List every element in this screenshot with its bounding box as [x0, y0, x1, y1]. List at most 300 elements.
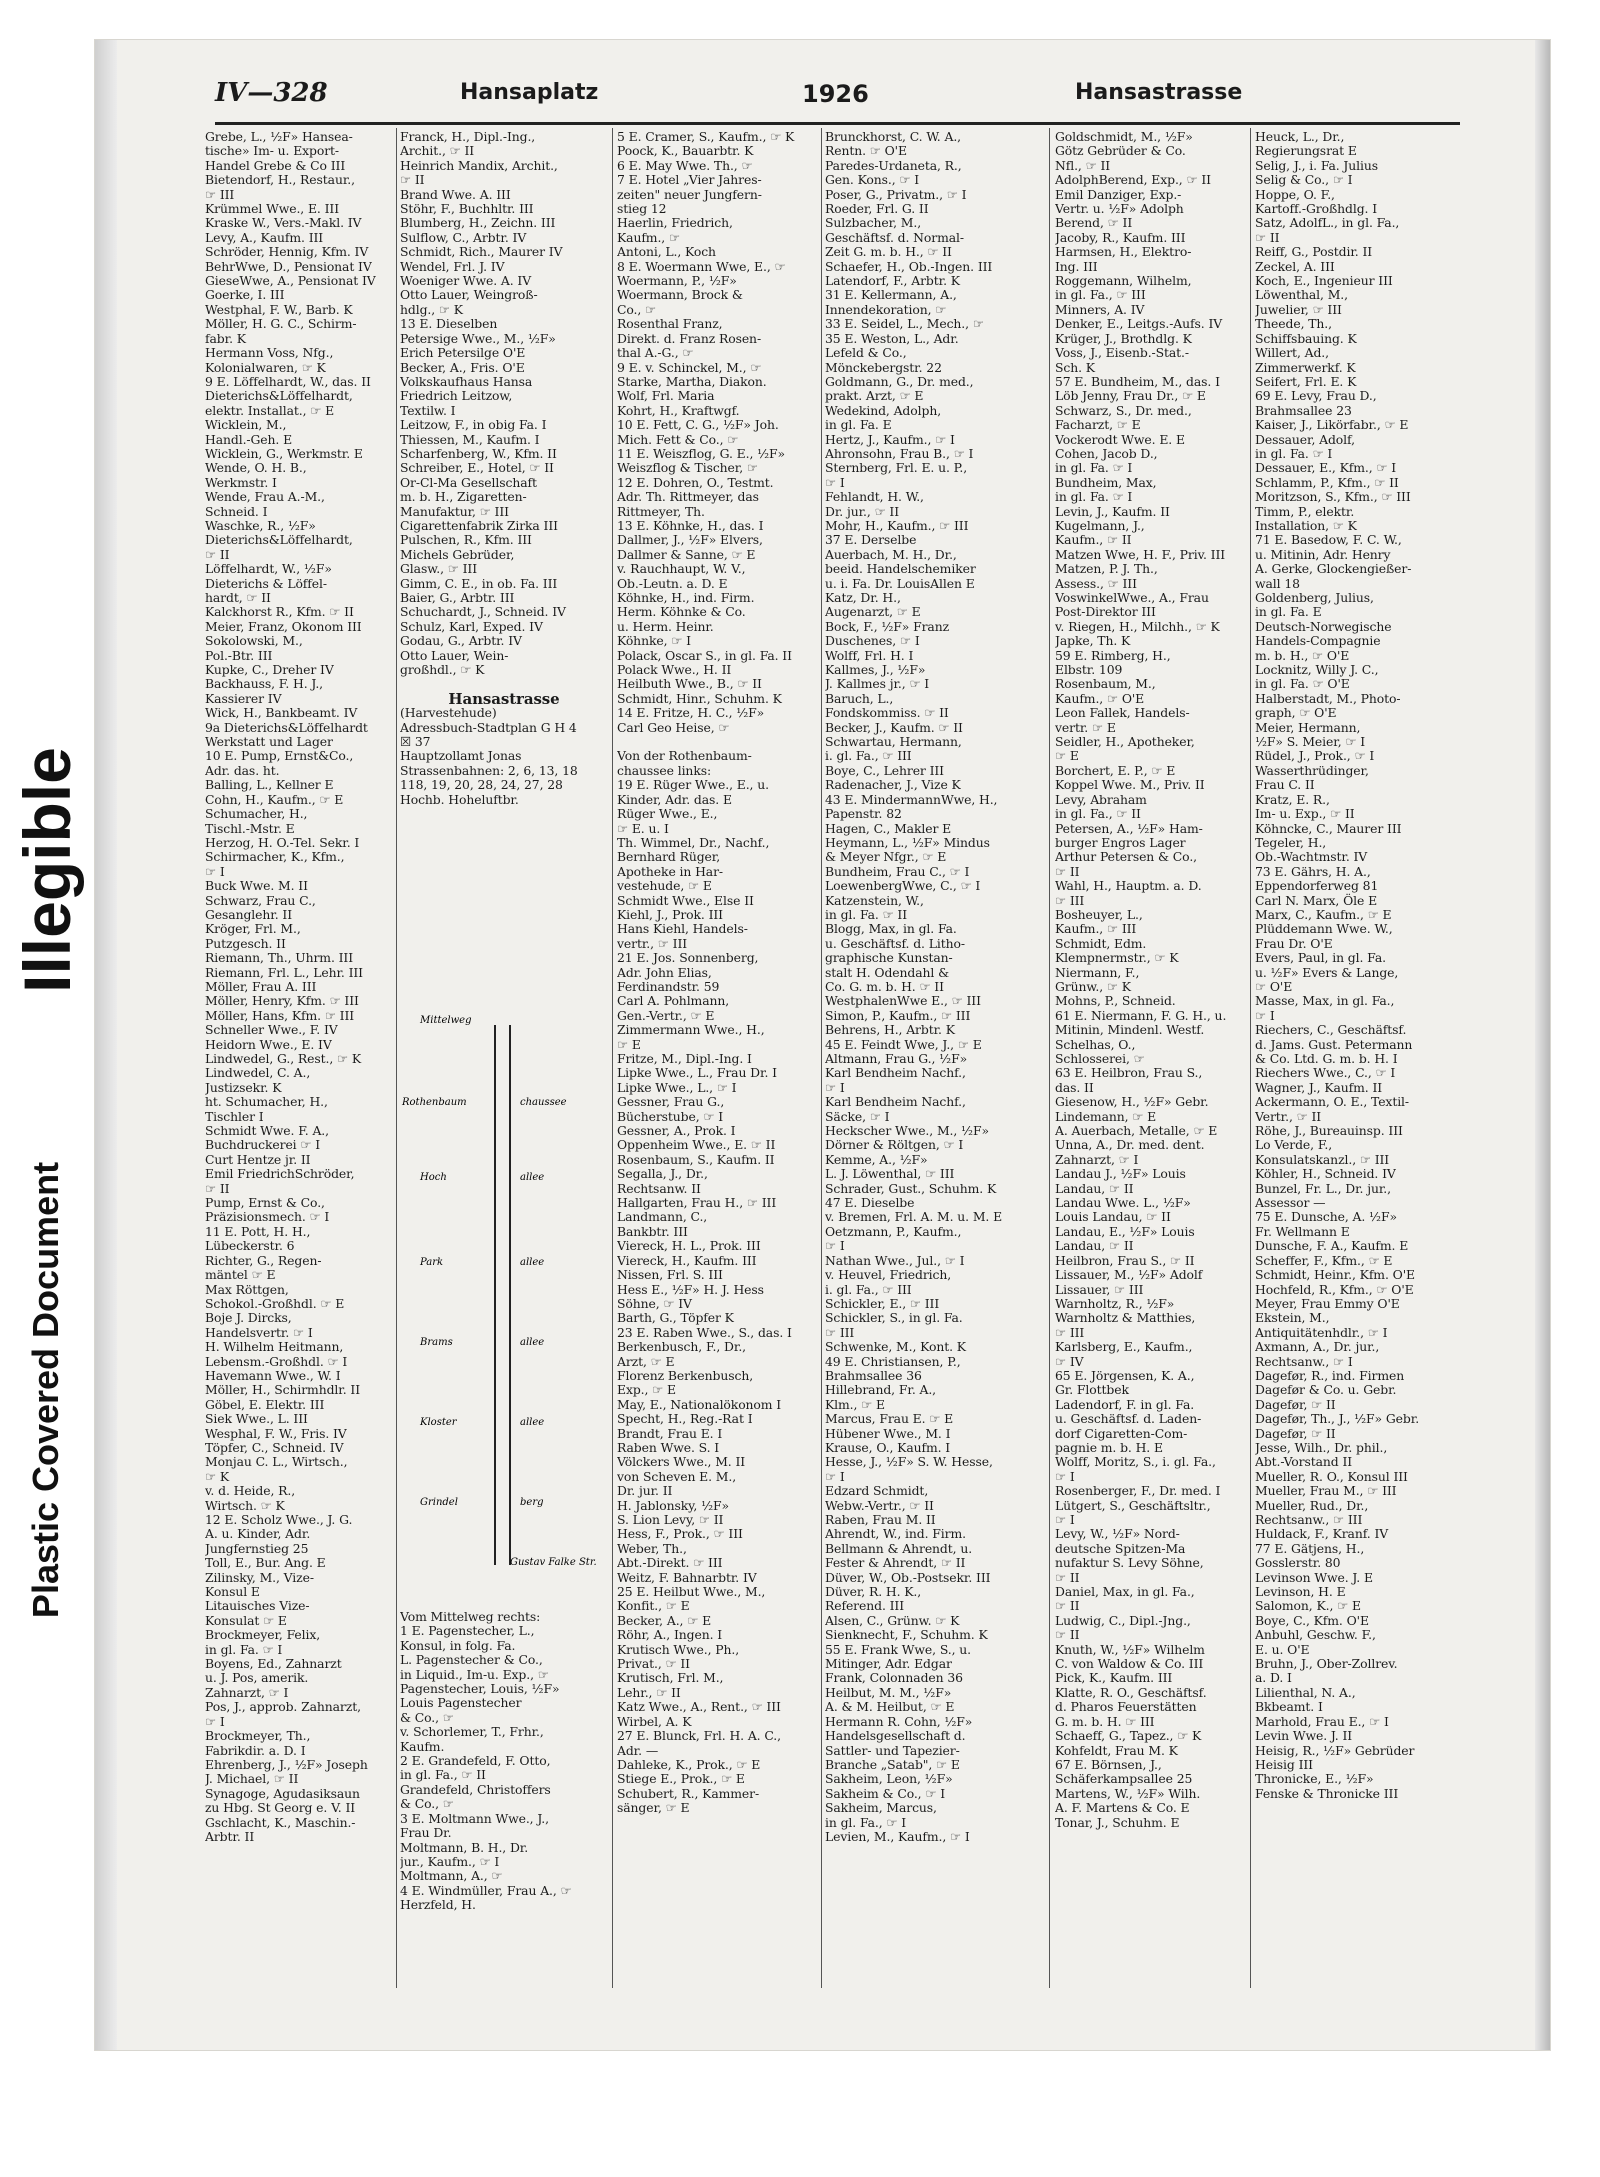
- directory-entry-line: E. u. O'E: [1255, 1641, 1310, 1657]
- directory-entry-line: Havemann Wwe., W. I: [205, 1367, 341, 1383]
- map-street-label: Brams: [420, 1337, 453, 1348]
- directory-entry-line: in gl. Fa., ☞ II: [1055, 806, 1141, 822]
- directory-entry-line: ☞ II: [205, 1180, 230, 1196]
- directory-entry-line: Cohen, Jacob D.,: [1055, 445, 1158, 461]
- directory-entry-line: ☞ II: [1055, 863, 1080, 879]
- directory-entry-line: Riechers Wwe., C., ☞ I: [1255, 1065, 1396, 1081]
- directory-entry-line: ☒ 37: [400, 734, 431, 750]
- directory-entry-line: Papenstr. 82: [825, 806, 902, 822]
- directory-entry-line: Schwarz, Frau C.,: [205, 892, 316, 908]
- directory-entry-line: Selig & Co., ☞ I: [1255, 172, 1353, 188]
- column-divider: [1250, 128, 1251, 1988]
- map-street-label: allee: [520, 1172, 545, 1183]
- map-street-label: allee: [520, 1337, 545, 1348]
- directory-entry-line: Frau Dr. O'E: [1255, 935, 1333, 951]
- directory-entry-line: Handels-Compagnie: [1255, 633, 1381, 649]
- directory-entry-line: Hagen, C., Makler E: [825, 820, 952, 836]
- directory-entry-line: (Harvestehude): [400, 705, 497, 721]
- directory-entry-line: großhdl., ☞ K: [400, 662, 485, 678]
- directory-entry-line: Schrader, Gust., Schuhm. K: [825, 1180, 997, 1196]
- directory-entry-line: Wicklein, M.,: [205, 417, 287, 433]
- directory-entry-line: Handel Grebe & Co III: [205, 157, 346, 173]
- directory-entry-line: ☞ III: [205, 186, 235, 202]
- directory-entry-line: Glasw., ☞ III: [400, 561, 477, 577]
- directory-entry-line: Stiege E., Prok., ☞ E: [617, 1771, 745, 1787]
- directory-entry-line: Schwenke, M., Kont. K: [825, 1339, 966, 1355]
- directory-entry-line: 9a Dieterichs&Löffelhardt: [205, 719, 368, 735]
- directory-entry-line: Meier, Franz, Okonom III: [205, 618, 362, 634]
- directory-entry-line: in gl. Fa., ☞ III: [1055, 287, 1146, 303]
- directory-entry-line: Bruhn, J., Ober-Zollrev.: [1255, 1656, 1398, 1672]
- directory-entry-line: Moltmann, B. H., Dr.: [400, 1839, 529, 1855]
- directory-entry-line: Möller, Henry, Kfm. ☞ III: [205, 993, 359, 1009]
- directory-entry-line: Pump, Ernst & Co.,: [205, 1195, 325, 1211]
- directory-entry-line: Toll, E., Bur. Ang. E: [205, 1555, 326, 1571]
- directory-entry-line: Strassenbahnen: 2, 6, 13, 18: [400, 762, 578, 778]
- directory-entry-line: Dieterichs&Löffelhardt,: [205, 388, 353, 404]
- directory-entry-line: Referend. III: [825, 1598, 905, 1614]
- directory-entry-line: Carl Geo Heise, ☞: [617, 719, 730, 735]
- directory-entry-line: Wende, O. H. B.,: [205, 460, 307, 476]
- directory-entry-line: Schmidt, Rich., Maurer IV: [400, 244, 563, 260]
- directory-entry-line: Poock, K., Bauarbtr. K: [617, 143, 754, 159]
- directory-entry-line: i. gl. Fa., ☞ III: [825, 748, 912, 764]
- directory-entry-line: Lehr., ☞ II: [617, 1684, 681, 1700]
- directory-entry-line: Borchert, E. P., ☞ E: [1055, 762, 1176, 778]
- directory-entry-line: Grandefeld, Christoffers: [400, 1781, 551, 1797]
- directory-entry-line: Roggemann, Wilhelm,: [1055, 273, 1192, 289]
- directory-entry-line: J. Michael, ☞ II: [205, 1771, 299, 1787]
- directory-entry-line: 69 E. Levy, Frau D.,: [1255, 388, 1377, 404]
- map-street-label: chaussee: [520, 1097, 567, 1108]
- directory-entry-line: Bkbeamt. I: [1255, 1699, 1323, 1715]
- directory-entry-line: Dallmer, J., ½F» Elvers,: [617, 532, 763, 548]
- directory-entry-line: Dieterichs&Löffelhardt,: [205, 532, 353, 548]
- directory-entry-line: Sch. K: [1055, 359, 1095, 375]
- directory-entry-line: Karl Bendheim Nachf.,: [825, 1094, 966, 1110]
- directory-entry-line: Leitzow, F., in obig Fa. I: [400, 417, 547, 433]
- directory-entry-line: Tischl.-Mstr. E: [205, 820, 295, 836]
- directory-entry-line: Jacoby, R., Kaufm. III: [1055, 229, 1186, 245]
- directory-entry-line: Becker, A., Fris. O'E: [400, 359, 525, 375]
- directory-entry-line: Berend, ☞ II: [1055, 215, 1133, 231]
- directory-entry-line: Rüger Wwe., E.,: [617, 806, 718, 822]
- directory-entry-line: 10 E. Fett, C. G., ½F» Joh.: [617, 417, 779, 433]
- directory-entry-line: Augenarzt, ☞ E: [825, 604, 921, 620]
- directory-entry-line: 65 E. Jörgensen, K. A.,: [1055, 1367, 1195, 1383]
- directory-entry-line: Heuck, L., Dr.,: [1255, 130, 1345, 144]
- directory-entry-line: u. Geschäftsf. d. Laden-: [1055, 1411, 1202, 1427]
- directory-entry-line: 9 E. Löffelhardt, W., das. II: [205, 373, 371, 389]
- directory-entry-line: ☞ IV: [1055, 1353, 1084, 1369]
- directory-entry-line: Riemann, Th., Uhrm. III: [205, 950, 354, 966]
- directory-entry-line: Dunsche, F. A., Kaufm. E: [1255, 1238, 1409, 1254]
- header-right-street: Hansastrasse: [1075, 80, 1243, 105]
- directory-entry-line: Wasserthrüdinger,: [1255, 762, 1369, 778]
- directory-entry-line: Katz, Dr. H.,: [825, 590, 901, 605]
- directory-entry-line: Satz, AdolfL., in gl. Fa.,: [1255, 215, 1400, 231]
- directory-entry-line: Nissen, Frl. S. III: [617, 1267, 723, 1283]
- directory-entry-line: Deutsch-Norwegische: [1255, 618, 1392, 634]
- header-year: 1926: [802, 80, 869, 108]
- directory-entry-line: Sulflow, C., Arbtr. IV: [400, 229, 527, 245]
- directory-entry-line: ☞ II: [1055, 1627, 1080, 1643]
- directory-entry-line: Michels Gebrüder,: [400, 546, 515, 562]
- directory-entry-line: Curt Hentze jr. II: [205, 1151, 311, 1167]
- directory-entry-line: Konfit., ☞ E: [617, 1598, 690, 1614]
- directory-entry-line: 13 E. Dieselben: [400, 316, 498, 332]
- directory-entry-line: Kaiser, J., Likörfabr., ☞ E: [1255, 417, 1409, 433]
- directory-entry-line: Kratz, E. R.,: [1255, 791, 1330, 807]
- directory-entry-line: Otto Lauer, Weingroß-: [400, 287, 538, 303]
- directory-entry-line: prakt. Arzt, ☞ E: [825, 388, 924, 404]
- directory-entry-line: Dagefør, ☞ II: [1255, 1396, 1336, 1412]
- directory-entry-line: Webw.-Vertr., ☞ II: [825, 1497, 934, 1513]
- directory-entry-line: 55 E. Frank Wwe, S., u.: [825, 1641, 971, 1657]
- directory-entry-line: Baier, G., Arbtr. III: [400, 590, 515, 605]
- directory-entry-line: Köhler, H., Schneid. IV: [1255, 1166, 1396, 1182]
- directory-entry-line: tische» Im- u. Export-: [205, 143, 340, 159]
- map-street-label: Rothenbaum: [402, 1097, 467, 1108]
- directory-entry-line: Sokolowski, M.,: [205, 633, 303, 649]
- directory-entry-line: 25 E. Heilbut Wwe., M.,: [617, 1584, 766, 1600]
- map-street-label: berg: [520, 1497, 544, 1508]
- directory-entry-line: Wendel, Frl. J. IV: [400, 258, 505, 274]
- directory-entry-line: Balling, L., Kellner E: [205, 777, 334, 793]
- directory-entry-line: Adr. —: [617, 1742, 659, 1758]
- directory-entry-line: Buck Wwe. M. II: [205, 878, 308, 894]
- directory-entry-line: 21 E. Jos. Sonnenberg,: [617, 950, 759, 966]
- directory-entry-line: Rentn. ☞ O'E: [825, 143, 907, 159]
- directory-entry-line: Arbtr. II: [205, 1828, 255, 1844]
- directory-entry-line: elektr. Installat., ☞ E: [205, 402, 335, 418]
- directory-entry-line: in gl. Fa. ☞ I: [1055, 489, 1133, 505]
- directory-entry-line: vestehude, ☞ E: [617, 878, 712, 894]
- directory-entry-line: Emil Danziger, Exp.-: [1055, 186, 1182, 202]
- directory-entry-line: Unna, A., Dr. med. dent.: [1055, 1137, 1205, 1153]
- directory-entry-line: Hochb. Hoheluftbr.: [400, 791, 519, 807]
- directory-entry-line: Ehrenberg, J., ½F» Joseph: [205, 1756, 368, 1772]
- directory-entry-line: Textilw. I: [400, 402, 456, 418]
- directory-entry-line: Wirbel, A. K: [617, 1713, 692, 1729]
- directory-entry-line: Jesse, Wilh., Dr. phil.,: [1255, 1439, 1388, 1455]
- directory-entry-line: Kinder, Adr. das. E: [617, 791, 732, 807]
- directory-entry-line: [617, 735, 815, 749]
- directory-entry-line: Wolff, Frl. H. I: [825, 647, 914, 663]
- directory-entry-line: 75 E. Dunsche, A. ½F»: [1255, 1209, 1397, 1225]
- directory-entry-line: Nathan Wwe., Jul., ☞ I: [825, 1252, 965, 1268]
- directory-entry-line: Boje J. Dircks,: [205, 1310, 292, 1326]
- directory-entry-line: Pol.-Btr. III: [205, 647, 273, 663]
- directory-entry-line: Assessor —: [1255, 1195, 1326, 1211]
- directory-entry-line: a. D. I: [1255, 1670, 1292, 1686]
- directory-entry-line: Vom Mittelweg rechts:: [400, 1610, 541, 1624]
- directory-entry-line: Heinrich Mandix, Archit.,: [400, 157, 558, 173]
- directory-entry-line: Tischler I: [205, 1108, 264, 1124]
- directory-entry-line: Friedrich Leitzow,: [400, 388, 513, 404]
- directory-entry-line: Co. G. m. b. H. ☞ II: [825, 978, 944, 994]
- directory-entry-line: Düver, W., Ob.-Postsekr. III: [825, 1569, 991, 1585]
- directory-entry-line: Evers, Paul, in gl. Fa.: [1255, 950, 1386, 966]
- directory-entry-line: das. II: [1055, 1079, 1094, 1095]
- directory-entry-line: Harmsen, H., Elektro-: [1055, 244, 1192, 260]
- directory-entry-line: jur., Kaufm., ☞ I: [400, 1853, 500, 1869]
- directory-entry-line: 37 E. Derselbe: [825, 532, 917, 548]
- directory-entry-line: Moritzson, S., Kfm., ☞ III: [1255, 489, 1411, 505]
- directory-entry-line: Köhnke, H., ind. Firm.: [617, 590, 755, 605]
- directory-entry-line: Mueller, Rud., Dr.,: [1255, 1497, 1369, 1513]
- directory-entry-line: Mitinin, Mindenl. Westf.: [1055, 1022, 1205, 1038]
- directory-entry-line: Jungfernstieg 25: [205, 1540, 309, 1556]
- directory-entry-line: Landau J., ½F» Louis: [1055, 1166, 1186, 1182]
- directory-entry-line: 43 E. MindermannWwe, H.,: [825, 791, 998, 807]
- directory-entry-line: Fritze, M., Dipl.-Ing. I: [617, 1051, 752, 1066]
- directory-entry-line: Katz Wwe., A., Rent., ☞ III: [617, 1699, 781, 1715]
- directory-entry-line: ☞ I: [825, 1079, 845, 1095]
- directory-entry-line: Specht, H., Reg.-Rat I: [617, 1411, 753, 1427]
- directory-entry-line: Wagner, J., Kaufm. II: [1255, 1079, 1383, 1095]
- directory-entry-line: Synagoge, Agudasiksaun: [205, 1785, 360, 1801]
- directory-entry-line: Schuchardt, J., Schneid. IV: [400, 604, 566, 620]
- directory-entry-line: graph, ☞ O'E: [1255, 705, 1337, 721]
- directory-entry-line: u. Geschäftsf. d. Litho-: [825, 935, 965, 951]
- directory-entry-line: Kolonialwaren, ☞ K: [205, 359, 326, 375]
- directory-entry-line: 10 E. Pump, Ernst&Co.,: [205, 748, 354, 764]
- directory-entry-line: Arzt, ☞ E: [617, 1353, 675, 1369]
- directory-entry-line: Segalla, J., Dr.,: [617, 1166, 708, 1182]
- directory-entry-line: Ladendorf, F. in gl. Fa.: [1055, 1396, 1195, 1412]
- directory-entry-line: 59 E. Rimberg, H.,: [1055, 647, 1171, 663]
- directory-entry-line: Schokol.-Großhdl. ☞ E: [205, 1295, 345, 1311]
- directory-entry-line: Gosslerstr. 80: [1255, 1555, 1341, 1571]
- directory-entry-line: Radenacher, J., Vize K: [825, 777, 961, 793]
- directory-entry-line: 73 E. Gährs, H. A.,: [1255, 863, 1371, 879]
- directory-entry-line: Möller, Hans, Kfm. ☞ III: [205, 1007, 355, 1023]
- directory-entry-line: Godau, G., Arbtr. IV: [400, 633, 522, 649]
- directory-entry-line: Fabrikdir. a. D. I: [205, 1742, 306, 1758]
- directory-entry-line: Grünw., ☞ K: [1055, 978, 1131, 994]
- directory-entry-line: Bundheim, Frau C., ☞ I: [825, 863, 970, 879]
- directory-entry-line: v. d. Heide, R.,: [205, 1483, 296, 1499]
- directory-entry-line: Kaufm., ☞ III: [1055, 921, 1137, 937]
- directory-entry-line: Denker, E., Leitgs.-Aufs. IV: [1055, 316, 1223, 332]
- directory-entry-line: Matzen, P. J. Th.,: [1055, 561, 1158, 577]
- directory-entry-line: Schröder, Hennig, Kfm. IV: [205, 244, 369, 260]
- directory-entry-line: Pick, K., Kaufm. III: [1055, 1670, 1173, 1686]
- directory-entry-line: Woeniger Wwe. A. IV: [400, 273, 532, 289]
- directory-entry-line: Lindwedel, C. A.,: [205, 1065, 311, 1081]
- directory-entry-line: Fehlandt, H. W.,: [825, 489, 924, 505]
- directory-entry-line: Max Röttgen,: [205, 1281, 289, 1297]
- directory-entry-line: Polack, Oscar S., in gl. Fa. II: [617, 647, 792, 663]
- directory-entry-line: A. Auerbach, Metalle, ☞ E: [1055, 1123, 1218, 1139]
- directory-entry-line: Raben Wwe. S. I: [617, 1439, 720, 1455]
- directory-entry-line: Zilinsky, M., Vize-: [205, 1569, 314, 1585]
- directory-entry-line: Werkmstr. I: [205, 474, 277, 490]
- directory-entry-line: Landau Wwe. L., ½F»: [1055, 1195, 1191, 1211]
- directory-entry-line: Rosenbaum, S., Kaufm. II: [617, 1151, 775, 1167]
- directory-entry-line: Hoppe, O. F.,: [1255, 186, 1335, 202]
- directory-entry-line: Lindwedel, G., Rest., ☞ K: [205, 1051, 362, 1066]
- directory-entry-line: Or-Cl-Ma Gesellschaft: [400, 474, 537, 490]
- directory-entry-line: Rüdel, J., Prok., ☞ I: [1255, 748, 1375, 764]
- directory-entry-line: Landau, E., ½F» Louis: [1055, 1223, 1195, 1239]
- directory-entry-line: Willert, Ad.,: [1255, 345, 1329, 361]
- directory-entry-line: Hesse, J., ½F» S. W. Hesse,: [825, 1454, 993, 1470]
- directory-entry-line: Weiszflog & Tischer, ☞: [617, 460, 758, 476]
- directory-entry-line: Archit., ☞ II: [400, 143, 475, 159]
- directory-entry-line: Zahnarzt, ☞ I: [205, 1684, 289, 1700]
- directory-entry-line: 35 E. Weston, L., Adr.: [825, 330, 959, 346]
- directory-entry-line: Schwartau, Hermann,: [825, 734, 962, 750]
- directory-entry-line: Schlosserei, ☞: [1055, 1051, 1145, 1066]
- directory-entry-line: Schmidt Wwe., Else II: [617, 892, 754, 908]
- directory-entry-line: u. i. Fa. Dr. LouisAllen E: [825, 575, 975, 591]
- directory-entry-line: Moltmann, A., ☞: [400, 1868, 503, 1884]
- directory-entry-line: nufaktur S. Levy Söhne,: [1055, 1555, 1204, 1571]
- directory-entry-line: Arthur Petersen & Co.,: [1055, 849, 1197, 865]
- directory-entry-line: Von der Rothenbaum-: [617, 748, 752, 764]
- directory-entry-line: Haerlin, Friedrich,: [617, 215, 733, 231]
- directory-entry-line: Richter, G., Regen-: [205, 1252, 322, 1268]
- directory-entry-line: Seifert, Frl. E. K: [1255, 373, 1357, 389]
- directory-entry-line: Hansastrasse: [448, 689, 560, 708]
- directory-entry-line: Handl.-Geh. E: [205, 431, 293, 447]
- directory-entry-line: Sulzbacher, M.,: [825, 215, 922, 231]
- directory-entry-line: G. m. b. H. ☞ III: [1055, 1713, 1155, 1729]
- directory-entry-line: Kaufm.: [400, 1738, 445, 1754]
- directory-entry-line: Kupke, C., Dreher IV: [205, 662, 334, 678]
- directory-entry-line: Krutisch Wwe., Ph.,: [617, 1641, 740, 1657]
- directory-entry-line: 4 E. Windmüller, Frau A., ☞: [400, 1882, 572, 1898]
- directory-entry-line: Levinson, H. E: [1255, 1584, 1346, 1600]
- directory-entry-line: WestphalenWwe E., ☞ III: [825, 993, 981, 1009]
- directory-entry-line: L. J. Löwenthal, ☞ III: [825, 1166, 955, 1182]
- directory-entry-line: Schmidt Wwe. F. A.,: [205, 1123, 329, 1139]
- directory-entry-line: Mohr, H., Kaufm., ☞ III: [825, 517, 969, 533]
- directory-entry-line: Köhnke, ☞ I: [617, 633, 691, 649]
- map-street-label: Park: [420, 1257, 444, 1268]
- directory-entry-line: & Co. Ltd. G. m. b. H. I: [1255, 1051, 1398, 1066]
- directory-entry-line: Boyens, Ed., Zahnarzt: [205, 1656, 342, 1672]
- directory-entry-line: Dieterichs & Löffel-: [205, 575, 327, 591]
- directory-entry-line: Japke, Th. K: [1055, 633, 1131, 649]
- map-street-label: Kloster: [420, 1417, 457, 1428]
- directory-entry-line: Installation, ☞ K: [1255, 517, 1357, 533]
- directory-entry-line: Möller, H. G. C., Schirm-: [205, 316, 357, 332]
- directory-entry-line: in gl. Fa. E: [1255, 604, 1322, 620]
- directory-entry-line: Gen.-Vertr., ☞ E: [617, 1007, 715, 1023]
- directory-entry-line: Theede, Th.,: [1255, 316, 1332, 332]
- directory-entry-line: Bosheuyer, L.,: [1055, 906, 1143, 922]
- directory-entry-line: Goldschmidt, M., ½F»: [1055, 130, 1193, 144]
- directory-entry-line: Rosenthal Franz,: [617, 316, 723, 332]
- directory-entry-line: Poser, G., Privatm., ☞ I: [825, 186, 967, 202]
- directory-entry-line: Schumacher, H.,: [205, 806, 308, 822]
- directory-entry-line: hdlg., ☞ K: [400, 301, 463, 317]
- directory-entry-line: Kassierer IV: [205, 690, 282, 706]
- directory-entry-line: Landau, ☞ II: [1055, 1180, 1134, 1196]
- directory-entry-line: 63 E. Heilbron, Frau S.,: [1055, 1065, 1203, 1081]
- directory-entry-line: graphische Kunstan-: [825, 950, 953, 966]
- directory-entry-line: zeiten" neuer Jungfern-: [617, 186, 762, 202]
- directory-entry-line: Goerke, I. III: [205, 287, 285, 303]
- directory-entry-line: Gschlacht, K., Maschin.-: [205, 1814, 356, 1830]
- directory-entry-line: Woermann, Brock &: [617, 287, 743, 303]
- directory-entry-line: Fester & Ahrendt, ☞ II: [825, 1555, 966, 1571]
- directory-entry-line: Brockmeyer, Th.,: [205, 1728, 311, 1744]
- directory-entry-line: sänger, ☞ E: [617, 1800, 690, 1816]
- directory-entry-line: Brandt, Frau E. I: [617, 1425, 723, 1441]
- directory-entry-line: Petersen, A., ½F» Ham-: [1055, 820, 1203, 836]
- directory-entry-line: Schaeff, G., Tapez., ☞ K: [1055, 1728, 1202, 1744]
- directory-entry-line: Schaefer, H., Ob.-Ingen. III: [825, 258, 993, 274]
- directory-entry-line: Bietendorf, H., Restaur.,: [205, 172, 355, 188]
- directory-entry-line: Dessauer, Adolf,: [1255, 431, 1355, 447]
- directory-entry-line: Dessauer, E., Kfm., ☞ I: [1255, 460, 1397, 476]
- directory-entry-line: Levy, A., Kaufm. III: [205, 229, 324, 245]
- street-map: [400, 1005, 605, 1605]
- directory-entry-line: Hertz, J., Kaufm., ☞ I: [825, 431, 955, 447]
- directory-entry-line: Tonar, J., Schuhm. E: [1055, 1814, 1180, 1830]
- directory-entry-line: Dörner & Röltgen, ☞ I: [825, 1137, 964, 1153]
- directory-entry-line: Kartoff.-Großhdlg. I: [1255, 201, 1377, 217]
- directory-entry-line: mäntel ☞ E: [205, 1267, 276, 1283]
- directory-entry-line: 61 E. Niermann, F. G. H., u.: [1055, 1007, 1227, 1023]
- directory-entry-line: 27 E. Blunck, Frl. H. A. C.,: [617, 1728, 781, 1744]
- directory-entry-line: Ahrendt, W., ind. Firm.: [825, 1526, 966, 1542]
- directory-entry-line: Viereck, H. L., Prok. III: [617, 1238, 761, 1254]
- directory-entry-line: hardt, ☞ II: [205, 590, 271, 605]
- directory-entry-line: Dallmer & Sanne, ☞ E: [617, 546, 756, 562]
- directory-entry-line: Pos, J., approb. Zahnarzt,: [205, 1699, 361, 1715]
- directory-entry-line: Brand Wwe. A. III: [400, 186, 511, 202]
- directory-entry-line: u. Herm. Heinr.: [617, 618, 714, 634]
- directory-entry-line: Barth, G., Töpfer K: [617, 1310, 734, 1326]
- directory-entry-line: Lilienthal, N. A.,: [1255, 1684, 1356, 1700]
- directory-entry-line: Axmann, A., Dr. jur.,: [1255, 1339, 1380, 1355]
- directory-entry-line: Zimmermann Wwe., H.,: [617, 1022, 765, 1038]
- directory-entry-line: Lütgert, S., Geschäftsltr.,: [1055, 1497, 1211, 1513]
- directory-entry-line: Hermann Voss, Nfg.,: [205, 345, 334, 361]
- directory-entry-line: Daniel, Max, in gl. Fa.,: [1055, 1584, 1195, 1600]
- directory-entry-line: Nfl., ☞ II: [1055, 157, 1111, 173]
- directory-entry-line: 11 E. Weiszflog, G. E., ½F»: [617, 445, 786, 461]
- directory-entry-line: Huldack, F., Kranf. IV: [1255, 1526, 1389, 1542]
- directory-entry-line: Kiehl, J., Prok. III: [617, 906, 723, 922]
- directory-entry-line: Bernhard Rüger,: [617, 849, 721, 865]
- directory-entry-line: ☞ II: [205, 546, 230, 562]
- directory-entry-line: Backhauss, F. H. J.,: [205, 676, 323, 692]
- directory-column-6: [1255, 130, 1460, 2030]
- directory-entry-line: Dr. jur., ☞ II: [825, 503, 900, 519]
- directory-entry-line: Säcke, ☞ I: [825, 1108, 890, 1124]
- directory-entry-line: LoewenbergWwe, C., ☞ I: [825, 878, 981, 894]
- directory-entry-line: Zeckel, A. III: [1255, 258, 1335, 274]
- directory-entry-line: Möller, H., Schirmhdlr. II: [205, 1382, 361, 1398]
- directory-entry-line: vertr., ☞ III: [617, 935, 688, 951]
- directory-entry-line: Zahnarzt, ☞ I: [1055, 1151, 1139, 1167]
- directory-entry-line: Töpfer, C., Schneid. IV: [205, 1439, 344, 1455]
- header-rule: [215, 122, 1460, 125]
- directory-entry-line: Söhne, ☞ IV: [617, 1295, 692, 1311]
- directory-entry-line: Niermann, F.,: [1055, 964, 1140, 980]
- directory-entry-line: ☞ III: [825, 1324, 855, 1340]
- directory-entry-line: burger Engros Lager: [1055, 834, 1186, 850]
- directory-entry-line: Antoni, L., Koch: [617, 244, 716, 260]
- directory-entry-line: Juwelier, ☞ III: [1255, 301, 1342, 317]
- directory-entry-line: Kaufm., ☞: [617, 229, 680, 245]
